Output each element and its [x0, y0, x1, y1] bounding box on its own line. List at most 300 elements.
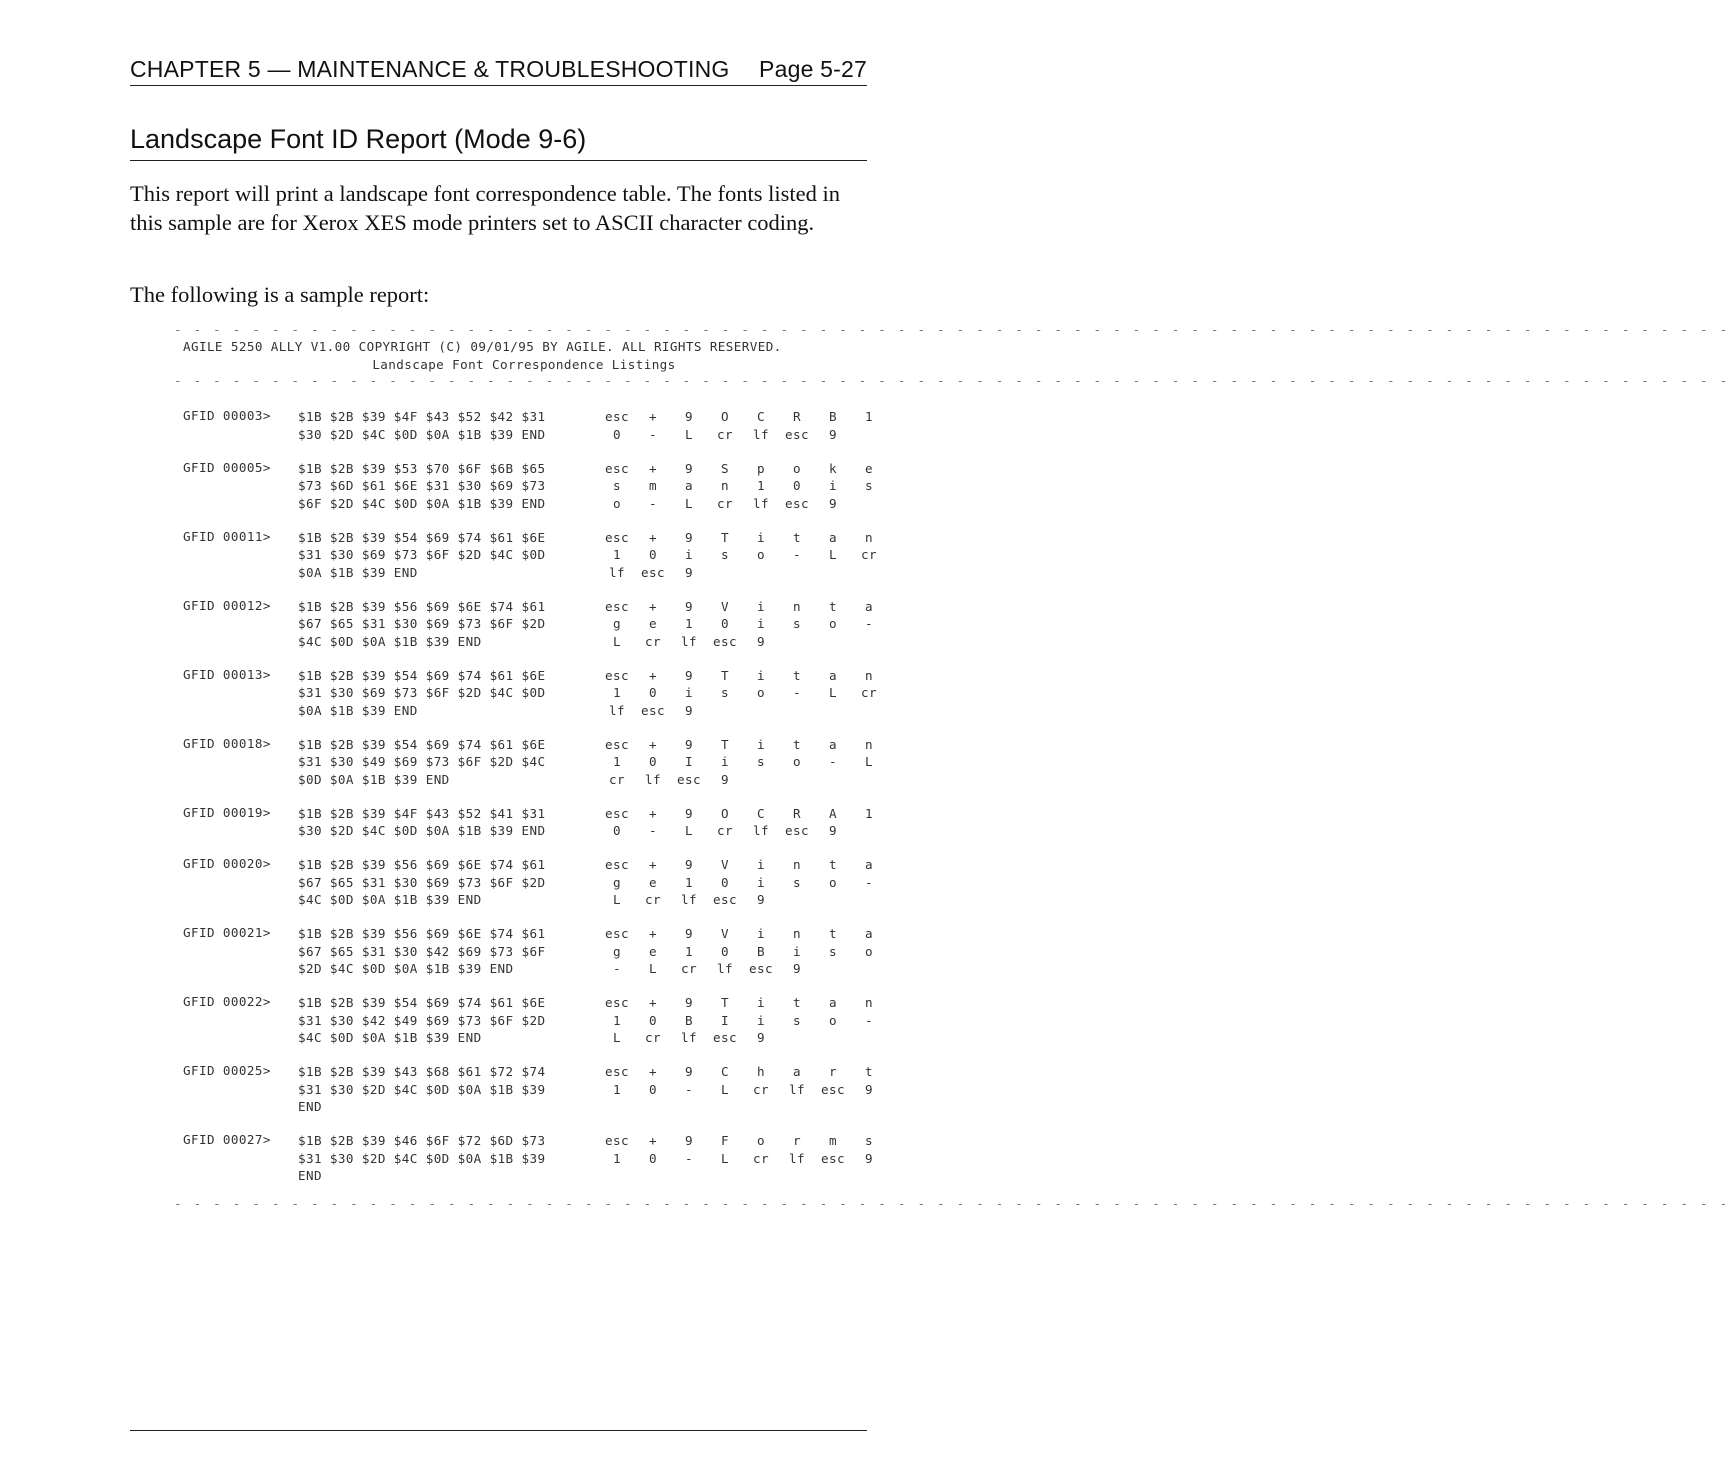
- entry-row: [298, 529, 887, 547]
- char-cell: [851, 960, 887, 978]
- entry-rows: [298, 856, 887, 909]
- char-cell: L: [613, 892, 621, 907]
- char-cell: [815, 1029, 851, 1047]
- char-cell: o: [613, 495, 621, 511]
- hex-codes: $1B $2B $39 $43 $68 $61 $72 $74: [298, 1064, 546, 1079]
- char-cell: 9: [685, 857, 693, 872]
- entry-rows: [298, 1132, 887, 1185]
- char-cell: lf: [681, 633, 697, 649]
- entry-row: [298, 925, 887, 943]
- char-cell: 0: [721, 874, 729, 890]
- char-cell: esc: [605, 529, 629, 545]
- font-entry: [174, 805, 874, 840]
- char-cell: esc: [785, 495, 809, 511]
- char-cell: -: [829, 754, 837, 769]
- char-cell: a: [793, 1064, 801, 1079]
- entry-rows: [298, 408, 887, 443]
- char-cell: o: [793, 460, 801, 476]
- char-cell: 0: [613, 426, 621, 442]
- gfid-label: GFID 00011>: [183, 528, 271, 544]
- char-cell: T: [721, 529, 729, 545]
- char-cell: +: [649, 995, 657, 1010]
- char-translation: [599, 891, 887, 909]
- hex-codes: $1B $2B $39 $4F $43 $52 $41 $31: [298, 805, 546, 821]
- char-cell: 1: [613, 1081, 621, 1097]
- intro-paragraph: This report will print a landscape font correspondence table. The fonts listed in this sample are for Xerox XES mode printers set to ASCII character coding.: [130, 181, 841, 235]
- char-cell: i: [757, 857, 765, 872]
- char-cell: +: [649, 460, 657, 476]
- char-cell: T: [721, 995, 729, 1010]
- chapter-title: CHAPTER 5 — MAINTENANCE & TROUBLESHOOTING: [130, 56, 730, 82]
- char-cell: k: [829, 460, 837, 476]
- char-cell: [851, 1098, 887, 1116]
- hex-codes: $4C $0D $0A $1B $39 END: [298, 633, 482, 649]
- char-translation: [599, 943, 887, 961]
- char-cell: [851, 495, 887, 513]
- char-cell: cr: [861, 547, 877, 562]
- char-cell: i: [829, 478, 837, 493]
- font-entry: [174, 1132, 874, 1185]
- char-cell: [779, 702, 815, 720]
- char-cell: [815, 564, 851, 582]
- entry-row: [298, 753, 887, 771]
- char-translation: [599, 874, 887, 892]
- hex-codes: $67 $65 $31 $30 $69 $73 $6F $2D: [298, 874, 546, 890]
- char-cell: esc: [605, 926, 629, 941]
- char-cell: -: [793, 685, 801, 700]
- char-cell: s: [829, 943, 837, 959]
- char-cell: 1: [865, 805, 873, 821]
- entry-row: [298, 702, 887, 720]
- char-cell: g: [613, 874, 621, 890]
- char-cell: t: [829, 926, 837, 941]
- char-cell: o: [757, 1133, 765, 1148]
- char-cell: esc: [641, 564, 665, 580]
- char-cell: a: [829, 995, 837, 1010]
- char-cell: o: [865, 943, 873, 959]
- char-cell: s: [721, 547, 729, 562]
- char-cell: 0: [649, 754, 657, 769]
- char-translation: [599, 633, 887, 651]
- char-cell: o: [757, 547, 765, 562]
- char-cell: s: [721, 685, 729, 700]
- char-cell: 0: [649, 547, 657, 562]
- char-cell: -: [793, 547, 801, 562]
- hex-codes: END: [298, 1099, 322, 1114]
- char-cell: lf: [753, 495, 769, 511]
- font-entry: [174, 994, 874, 1047]
- char-cell: 9: [685, 529, 693, 545]
- char-cell: +: [649, 857, 657, 872]
- char-cell: 0: [721, 616, 729, 631]
- char-cell: +: [649, 926, 657, 941]
- gfid-label: GFID 00018>: [183, 735, 271, 751]
- char-translation: [599, 994, 887, 1012]
- char-cell: m: [649, 478, 657, 493]
- char-cell: [671, 1167, 707, 1185]
- char-cell: 9: [685, 564, 693, 580]
- char-cell: +: [649, 736, 657, 752]
- entry-row: [298, 960, 887, 978]
- char-cell: [707, 702, 743, 720]
- char-translation: [599, 684, 887, 702]
- char-cell: 1: [613, 1012, 621, 1028]
- entry-rows: [298, 1063, 887, 1116]
- char-cell: n: [793, 598, 801, 614]
- char-cell: esc: [749, 961, 773, 976]
- char-cell: lf: [609, 564, 625, 580]
- char-cell: 9: [685, 995, 693, 1010]
- entry-row: [298, 426, 887, 444]
- char-cell: [779, 1029, 815, 1047]
- char-cell: O: [721, 409, 729, 424]
- char-cell: 1: [613, 1150, 621, 1166]
- char-cell: a: [829, 667, 837, 683]
- char-cell: i: [721, 754, 729, 769]
- char-cell: L: [829, 685, 837, 700]
- char-cell: esc: [605, 598, 629, 614]
- char-cell: L: [613, 1030, 621, 1045]
- char-cell: 9: [757, 892, 765, 907]
- char-cell: s: [865, 478, 873, 493]
- font-entry: [174, 460, 874, 513]
- char-cell: cr: [717, 823, 733, 838]
- char-cell: [743, 1098, 779, 1116]
- entry-row: [298, 994, 887, 1012]
- entry-row: [298, 408, 887, 426]
- char-translation: [599, 408, 887, 426]
- char-cell: [851, 633, 887, 651]
- char-cell: lf: [717, 961, 733, 976]
- char-cell: 9: [829, 426, 837, 442]
- entry-rows: [298, 529, 887, 582]
- char-cell: cr: [645, 892, 661, 907]
- report-bottom-rule: - - - - - - - - - - - - - - - - - - - - - - - - - - - - - - - - - - - - - - - - - - - - - - - - - - - - - - - - - - - - - - - - - - - - - - - - - - - - - - - -: [174, 1195, 1729, 1211]
- char-cell: 9: [865, 1081, 873, 1097]
- report-copyright-line: AGILE 5250 ALLY V1.00 COPYRIGHT (C) 09/01/95 BY AGILE. ALL RIGHTS RESERVED.: [183, 339, 782, 354]
- char-cell: C: [721, 1064, 729, 1079]
- entry-row: [298, 1132, 887, 1150]
- font-entry: [174, 528, 877, 582]
- char-cell: [815, 1167, 851, 1185]
- char-cell: 1: [757, 478, 765, 493]
- char-cell: [779, 633, 815, 651]
- entry-row: [298, 1098, 887, 1116]
- char-cell: [743, 702, 779, 720]
- char-cell: esc: [677, 771, 701, 787]
- char-cell: T: [721, 667, 729, 683]
- char-cell: a: [829, 529, 837, 545]
- gfid-label: GFID 00020>: [183, 856, 271, 871]
- char-cell: lf: [753, 823, 769, 838]
- char-cell: 9: [685, 736, 693, 752]
- char-cell: [707, 564, 743, 582]
- entry-row: [298, 874, 887, 892]
- char-cell: g: [613, 943, 621, 959]
- entry-rows: [298, 460, 887, 513]
- char-cell: [707, 1098, 743, 1116]
- char-cell: 9: [757, 633, 765, 649]
- char-cell: 1: [685, 943, 693, 959]
- char-cell: p: [757, 460, 765, 476]
- char-cell: lf: [609, 702, 625, 718]
- char-cell: cr: [717, 495, 733, 511]
- hex-codes: END: [298, 1168, 322, 1183]
- gfid-label: GFID 00021>: [183, 925, 271, 940]
- char-cell: -: [865, 1012, 873, 1028]
- char-cell: e: [865, 460, 873, 476]
- entry-row: [298, 1167, 887, 1185]
- entry-row: [298, 598, 887, 616]
- char-cell: B: [757, 943, 765, 959]
- char-cell: +: [649, 529, 657, 545]
- char-cell: B: [685, 1012, 693, 1028]
- gfid-label: GFID 00019>: [183, 804, 271, 820]
- char-cell: o: [793, 754, 801, 769]
- char-cell: n: [865, 667, 873, 683]
- gfid-label: GFID 00005>: [183, 459, 271, 475]
- running-header: [130, 56, 867, 86]
- char-cell: -: [649, 426, 657, 442]
- entry-row: [298, 1012, 887, 1030]
- char-cell: esc: [605, 667, 629, 683]
- char-cell: [851, 426, 887, 444]
- char-cell: L: [865, 754, 873, 769]
- char-cell: n: [793, 926, 801, 941]
- char-cell: lf: [753, 426, 769, 442]
- entry-row: [298, 667, 887, 685]
- entry-rows: [298, 925, 887, 978]
- char-translation: [599, 925, 887, 943]
- char-cell: r: [829, 1064, 837, 1079]
- char-cell: +: [649, 1133, 657, 1148]
- font-entry: [174, 856, 874, 909]
- font-entry: [174, 408, 874, 443]
- char-cell: [743, 1167, 779, 1185]
- entry-row: [298, 546, 887, 564]
- hex-codes: $4C $0D $0A $1B $39 END: [298, 1030, 482, 1045]
- char-cell: L: [685, 426, 693, 442]
- char-cell: F: [721, 1133, 729, 1148]
- char-cell: [851, 771, 887, 789]
- char-cell: 0: [613, 823, 621, 838]
- char-cell: 1: [613, 754, 621, 769]
- char-cell: B: [829, 409, 837, 424]
- char-cell: 0: [649, 1150, 657, 1166]
- char-cell: [779, 1098, 815, 1116]
- char-cell: o: [829, 616, 837, 631]
- char-cell: a: [865, 857, 873, 872]
- char-cell: L: [685, 495, 693, 511]
- char-cell: I: [685, 754, 693, 769]
- char-cell: -: [613, 961, 621, 976]
- char-cell: C: [757, 805, 765, 821]
- char-translation: [599, 736, 887, 754]
- char-cell: 1: [685, 616, 693, 631]
- char-cell: i: [757, 1012, 765, 1028]
- char-cell: i: [757, 874, 765, 890]
- char-cell: n: [721, 478, 729, 493]
- entry-row: [298, 477, 887, 495]
- char-cell: 9: [685, 702, 693, 718]
- char-cell: i: [757, 736, 765, 752]
- entry-row: [298, 564, 887, 582]
- char-cell: i: [685, 685, 693, 700]
- char-cell: t: [865, 1064, 873, 1079]
- char-cell: i: [793, 943, 801, 959]
- char-cell: cr: [753, 1150, 769, 1166]
- char-cell: 1: [685, 874, 693, 890]
- char-translation: [599, 771, 887, 789]
- char-cell: -: [865, 616, 873, 631]
- char-cell: 0: [793, 478, 801, 493]
- char-cell: esc: [605, 1064, 629, 1079]
- char-translation: [599, 667, 887, 685]
- entry-row: [298, 1150, 887, 1168]
- hex-codes: $1B $2B $39 $56 $69 $6E $74 $61: [298, 926, 546, 941]
- char-cell: s: [793, 616, 801, 631]
- char-cell: esc: [605, 409, 629, 424]
- gfid-label: GFID 00022>: [183, 994, 271, 1009]
- entry-row: [298, 1063, 887, 1081]
- char-cell: a: [865, 598, 873, 614]
- report-top-rule: - - - - - - - - - - - - - - - - - - - - - - - - - - - - - - - - - - - - - - - - - - - - - - - - - - - - - - - - - - - - - - - - - - - - - - - - - - - - - - - -: [174, 322, 1729, 337]
- char-translation: [599, 822, 887, 840]
- char-cell: 9: [829, 823, 837, 838]
- char-cell: [779, 771, 815, 789]
- char-cell: S: [721, 460, 729, 476]
- font-entry: [174, 666, 877, 720]
- char-cell: 9: [757, 1030, 765, 1045]
- char-cell: cr: [645, 633, 661, 649]
- char-translation: [599, 1150, 887, 1168]
- char-cell: +: [649, 667, 657, 683]
- entry-rows: [298, 736, 887, 789]
- char-translation: [599, 529, 887, 547]
- char-cell: 9: [865, 1150, 873, 1166]
- entry-row: [298, 460, 887, 478]
- char-translation: [599, 753, 887, 771]
- char-cell: m: [829, 1133, 837, 1148]
- report-subtitle: Landscape Font Correspondence Listings: [372, 356, 676, 372]
- char-cell: 1: [613, 547, 621, 562]
- char-translation: [599, 460, 887, 478]
- report-header-rule: - - - - - - - - - - - - - - - - - - - - - - - - - - - - - - - - - - - - - - - - - - - - - - - - - - - - - - - - - - - - - - - - - - - - - - - - - - - - - - - -: [174, 373, 1729, 388]
- hex-codes: $0D $0A $1B $39 END: [298, 771, 450, 787]
- gfid-label: GFID 00003>: [183, 408, 271, 423]
- entry-row: [298, 495, 887, 513]
- char-cell: V: [721, 857, 729, 872]
- hex-codes: $31 $30 $49 $69 $73 $6F $2D $4C: [298, 754, 546, 769]
- char-cell: 9: [685, 409, 693, 424]
- char-cell: cr: [645, 1030, 661, 1045]
- char-cell: cr: [753, 1081, 769, 1097]
- char-cell: +: [649, 1064, 657, 1079]
- char-cell: a: [865, 926, 873, 941]
- hex-codes: $1B $2B $39 $54 $69 $74 $61 $6E: [298, 736, 546, 752]
- char-cell: t: [829, 598, 837, 614]
- hex-codes: $31 $30 $42 $49 $69 $73 $6F $2D: [298, 1012, 546, 1028]
- char-cell: [815, 771, 851, 789]
- char-cell: h: [757, 1064, 765, 1079]
- font-entry: [174, 1063, 874, 1116]
- hex-codes: $4C $0D $0A $1B $39 END: [298, 892, 482, 907]
- char-cell: esc: [605, 857, 629, 872]
- hex-codes: $31 $30 $69 $73 $6F $2D $4C $0D: [298, 685, 546, 700]
- char-cell: 0: [649, 1081, 657, 1097]
- char-cell: [635, 1098, 671, 1116]
- hex-codes: $1B $2B $39 $56 $69 $6E $74 $61: [298, 857, 546, 872]
- char-cell: esc: [605, 736, 629, 752]
- entry-row: [298, 736, 887, 754]
- char-cell: [815, 633, 851, 651]
- char-cell: i: [757, 995, 765, 1010]
- hex-codes: $73 $6D $61 $6E $31 $30 $69 $73: [298, 478, 546, 493]
- char-cell: [779, 564, 815, 582]
- hex-codes: $67 $65 $31 $30 $42 $69 $73 $6F: [298, 943, 546, 959]
- entry-row: [298, 822, 887, 840]
- char-cell: t: [793, 667, 801, 683]
- entry-rows: [298, 667, 887, 720]
- char-cell: [815, 1098, 851, 1116]
- entry-rows: [298, 805, 887, 840]
- hex-codes: $1B $2B $39 $54 $69 $74 $61 $6E: [298, 667, 546, 683]
- entry-row: [298, 1081, 887, 1099]
- char-cell: i: [757, 616, 765, 631]
- char-cell: -: [649, 495, 657, 511]
- char-cell: [851, 1029, 887, 1047]
- char-cell: [815, 702, 851, 720]
- char-cell: 9: [685, 598, 693, 614]
- char-cell: [671, 1098, 707, 1116]
- gfid-label: GFID 00012>: [183, 597, 271, 613]
- gfid-label: GFID 00025>: [183, 1063, 271, 1078]
- hex-codes: $0A $1B $39 END: [298, 702, 418, 718]
- char-cell: 1: [865, 409, 873, 424]
- char-cell: 9: [685, 1064, 693, 1079]
- entry-row: [298, 771, 887, 789]
- hex-codes: $31 $30 $2D $4C $0D $0A $1B $39: [298, 1081, 546, 1097]
- char-cell: V: [721, 598, 729, 614]
- char-cell: 9: [685, 926, 693, 941]
- char-cell: cr: [717, 426, 733, 442]
- entry-row: [298, 615, 887, 633]
- char-cell: a: [829, 736, 837, 752]
- char-translation: [599, 1029, 887, 1047]
- hex-codes: $0A $1B $39 END: [298, 564, 418, 580]
- char-cell: I: [721, 1012, 729, 1028]
- char-cell: [743, 564, 779, 582]
- hex-codes: $1B $2B $39 $53 $70 $6F $6B $65: [298, 460, 546, 476]
- hex-codes: $30 $2D $4C $0D $0A $1B $39 END: [298, 426, 546, 442]
- char-cell: +: [649, 805, 657, 821]
- char-cell: 0: [649, 1012, 657, 1028]
- char-cell: n: [865, 736, 873, 752]
- char-cell: 1: [613, 685, 621, 700]
- char-cell: t: [793, 529, 801, 545]
- char-translation: [599, 1012, 887, 1030]
- hex-codes: $1B $2B $39 $54 $69 $74 $61 $6E: [298, 995, 546, 1010]
- hex-codes: $30 $2D $4C $0D $0A $1B $39 END: [298, 823, 546, 838]
- char-cell: esc: [605, 995, 629, 1010]
- char-cell: [851, 822, 887, 840]
- hex-codes: $67 $65 $31 $30 $69 $73 $6F $2D: [298, 616, 546, 631]
- char-cell: esc: [641, 702, 665, 718]
- char-cell: i: [685, 547, 693, 562]
- font-report-listing: [174, 322, 1729, 1212]
- char-cell: -: [685, 1081, 693, 1097]
- char-cell: esc: [605, 1133, 629, 1148]
